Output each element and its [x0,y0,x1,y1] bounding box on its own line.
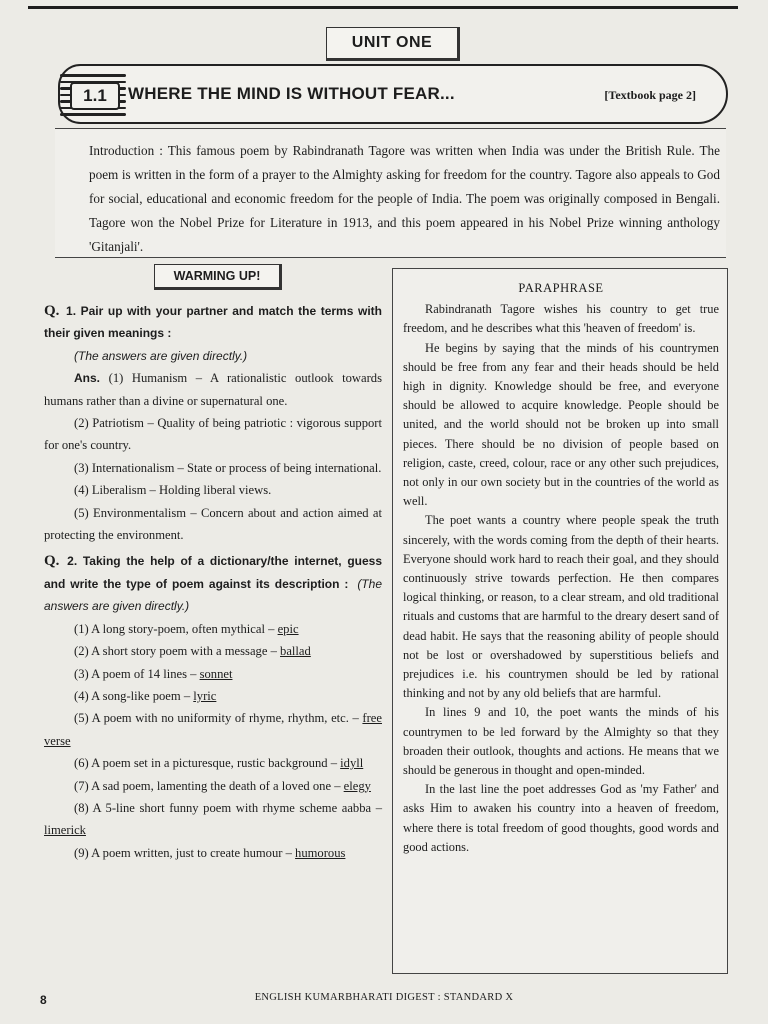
poem-answer: elegy [343,778,371,793]
top-rule [28,6,738,9]
question-1 [44,300,382,345]
answer-text: (1) Humanism – A rationalistic outlook towards humans rather than a divine or supernatural one. [44,371,382,408]
poem-answer: humorous [295,845,346,860]
question-1-text: 1. Pair up with your partner and match the terms with their given meanings : [44,304,382,341]
unit-heading: UNIT ONE [326,27,460,61]
paraphrase-paragraph: Rabindranath Tagore wishes his country to get true freedom, and he describes what this 'heaven of freedom' is. [403,302,719,336]
answer-item: (4) Liberalism – Holding liberal views. [74,483,272,498]
chapter-banner [58,64,728,124]
paraphrase-paragraph: In the last line the poet addresses God as 'my Father' and asks Him to awaken his country into a heaven of freedom, where there is total freedom of good thoughts, good words and good actions. [403,782,719,854]
poem-answer: sonnet [199,666,233,681]
poem-type-item [44,663,382,685]
introduction [55,128,726,258]
intro-label: Introduction : [89,143,168,158]
answer-item: (2) Patriotism – Quality of being patriotic : vigorous support for one's country. [44,416,382,453]
chapter-number: 1.1 [70,82,120,110]
poem-desc: (9) A poem written, just to create humour – [74,845,296,860]
question-2-text: 2. Taking the help of a dictionary/the internet, guess and write the type of poem against its description : [44,554,382,591]
answer-item: (5) Environmentalism – Concern about and action aimed at protecting the environment. [44,505,382,543]
paraphrase-paragraph: In lines 9 and 10, the poet wants the minds of his countrymen to be led forward by the Almighty so that they broaden their outlook, thoughts and actions. He means that we should be generous in thought and open-minded. [403,705,719,778]
warming-up-heading: WARMING UP! [154,264,282,290]
poem-answer: lyric [193,688,217,703]
poem-desc: (7) A sad poem, lamenting the death of a loved one – [74,778,344,793]
poem-answer: free verse [44,711,382,748]
poem-desc: (4) A song-like poem – [74,688,194,703]
poem-desc: (5) A poem with no uniformity of rhyme, rhythm, etc. – [74,711,363,726]
poem-type-item [44,685,382,707]
page-number: 8 [40,993,47,1007]
q-mark: Q. [44,553,60,570]
chapter-title: WHERE THE MIND IS WITHOUT FEAR... [128,84,455,103]
intro-text: This famous poem by Rabindranath Tagore was written when India was under the British Rule. The poem is written in the form of a prayer to the Almighty asking for freedom for the country. Tagore also appeals to God for social, educational and economic freedom for the people of India. The poem was originally composed in Bengali. Tagore won the Nobel Prize for Literature in 1913, and this poem appeared in his Nobel Prize winning anthology 'Gitanjali'. [89,143,720,254]
poem-desc: (2) A short story poem with a message – [74,644,281,659]
footer-title: ENGLISH KUMARBHARATI DIGEST : STANDARD X [254,992,514,1003]
textbook-reference: [Textbook page 2] [604,88,696,102]
poem-answer: epic [277,621,299,636]
poem-desc: (8) A 5-line short funny poem with rhyme scheme aabba – [74,800,382,815]
poem-type-item [44,707,382,752]
answer-item: (3) Internationalism – State or process of being international. [74,460,382,475]
poem-answer: idyll [340,756,364,771]
poem-type-item [44,842,382,864]
question-2 [44,550,382,617]
answer-label: Ans. [74,371,101,386]
poem-type-item [44,797,382,842]
paraphrase-paragraph: He begins by saying that the minds of his countrymen should be free from any fear and their heads should be held high in dignity. Knowledge should be free, and everyone should be allowed to acquire knowledge. People should be united, and the world should not be broken up into small pieces. There should be no division of people based on religion, caste, creed, colour, race or any other such prejudices, not only in our own society but in the countries of the world as well. [403,340,719,509]
paraphrase-paragraph: The poet wants a country where people speak the truth sincerely, with the words coming from the depth of their hearts. Everyone should work hard to reach their goal, and they should continuously strive towards perfection. He then compares logical thinking, or reason, to a clear stream, and old traditional rituals and customs that are harmful to the dreary desert sand of dead habit. He says that the reasoning ability of people should not be lost or overshadowed by superstitious beliefs and prejudices i.e. his countrymen should be led by rational thinking and not by any old beliefs that are harmful. [403,513,719,701]
poem-desc: (3) A poem of 14 lines – [74,666,200,681]
poem-type-item [44,618,382,640]
paraphrase-title: PARAPHRASE [518,281,604,295]
poem-type-item [44,775,382,797]
answer-item [44,367,382,412]
poem-answer: limerick [44,823,86,838]
question-2-note: (The answers are given directly.) [44,576,382,614]
exercises-column [44,300,382,864]
question-1-note: (The answers are given directly.) [74,348,248,363]
poem-type-item [44,752,382,774]
poem-answer: ballad [280,644,311,659]
poem-type-item [44,640,382,662]
q-mark: Q. [44,303,60,319]
poem-desc: (6) A poem set in a picturesque, rustic background – [74,756,341,771]
paraphrase-box [392,268,728,974]
poem-desc: (1) A long story-poem, often mythical – [74,621,278,636]
